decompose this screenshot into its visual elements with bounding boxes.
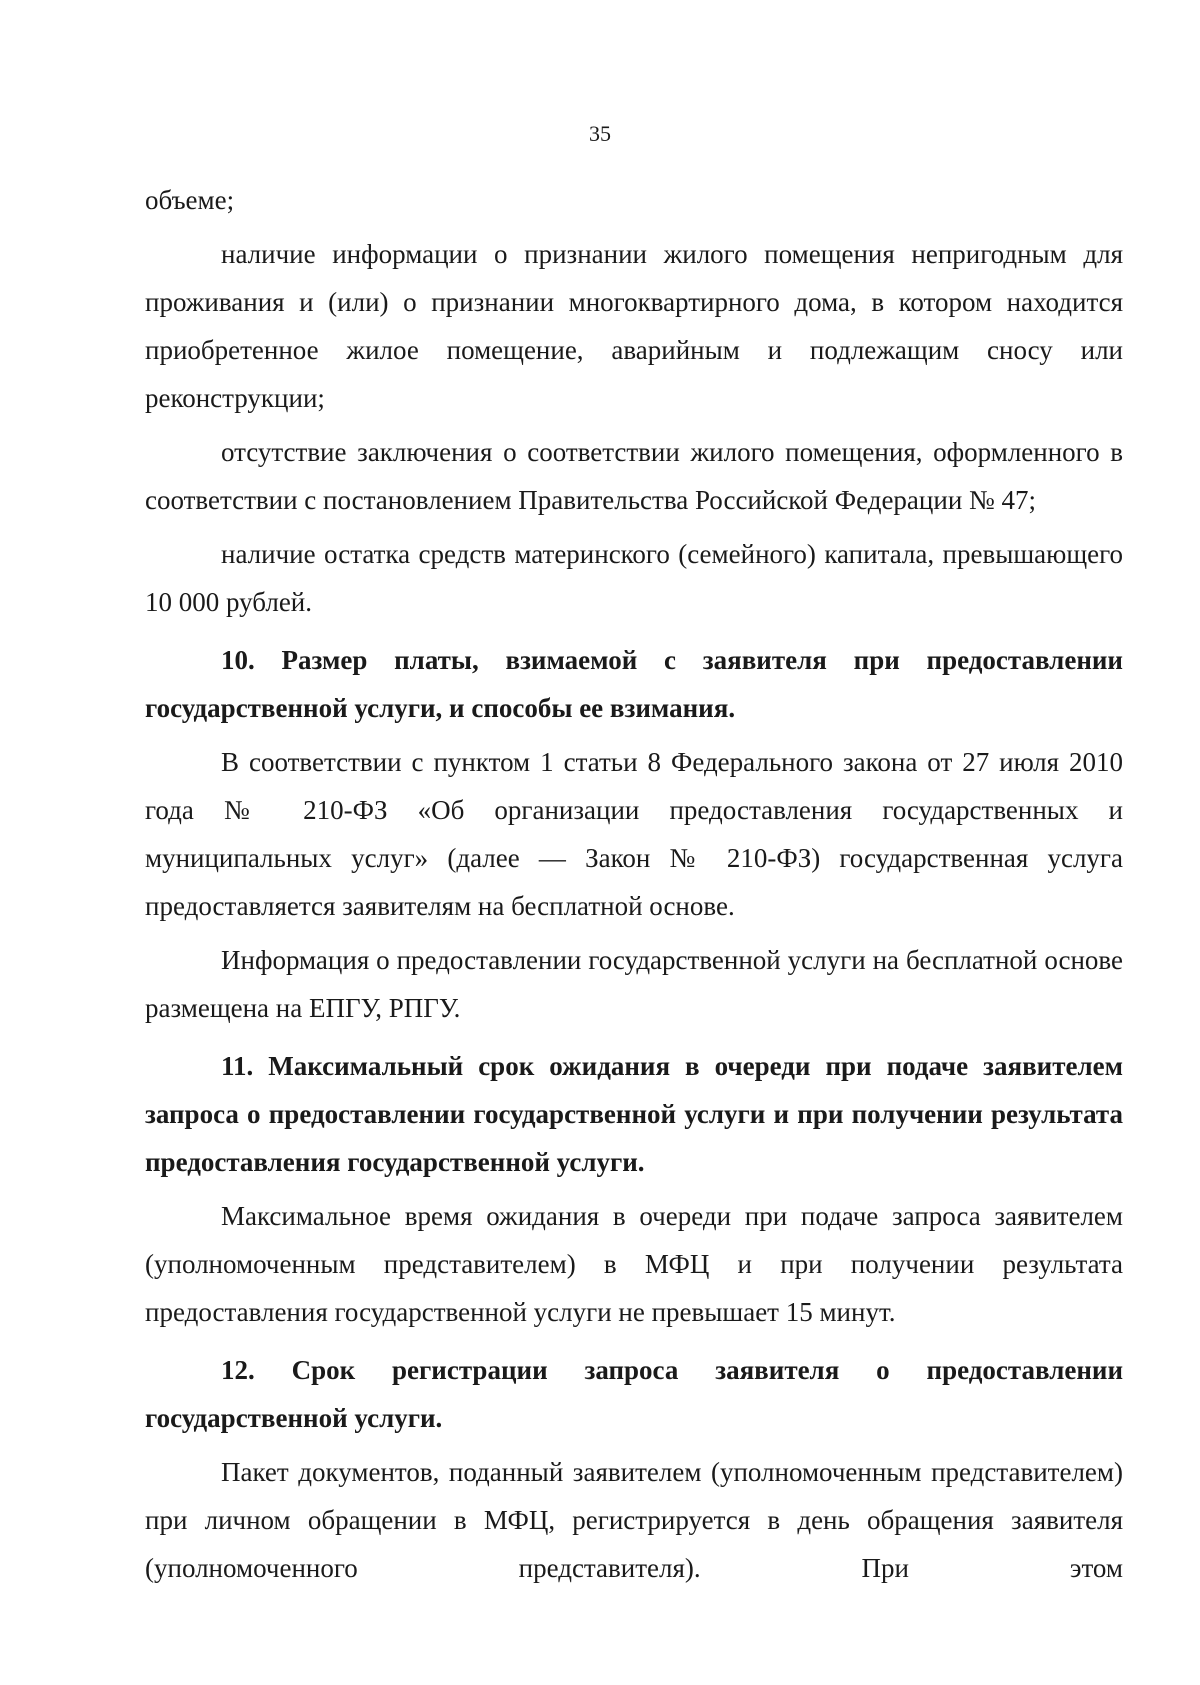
- section-10-heading: 10. Размер платы, взимаемой с заявителя при предоставлении государственной услуги, и способы ее взимания.: [145, 645, 1123, 723]
- document-body: [145, 176, 1123, 1592]
- paragraph-continuation: объеме;: [145, 185, 235, 215]
- section-11-heading: 11. Максимальный срок ожидания в очереди при подаче заявителем запроса о предоставлении государственной услуги и при получении результата предоставления государственной услуги.: [145, 1051, 1123, 1177]
- paragraph-condition-no-conclusion: отсутствие заключения о соответствии жилого помещения, оформленного в соответствии с постановлением Правительства Российской Федерации № 47;: [145, 437, 1123, 515]
- paragraph-condition-capital-remainder: наличие остатка средств материнского (семейного) капитала, превышающего 10 000 рублей.: [145, 539, 1123, 617]
- section-10-paragraph-1: В соответствии с пунктом 1 статьи 8 Федерального закона от 27 июля 2010 года № 210-ФЗ «Об организации предоставления государственных и муниципальных услуг» (далее — Закон № 210-ФЗ) государственная услуга предоставляется заявителям на бесплатной основе.: [145, 747, 1123, 921]
- section-12-heading: 12. Срок регистрации запроса заявителя о предоставлении государственной услуги.: [145, 1355, 1123, 1433]
- section-12-paragraph-1: Пакет документов, поданный заявителем (уполномоченным представителем) при личном обращении в МФЦ, регистрируется в день обращения заявителя (уполномоченного представителя). При этом: [145, 1457, 1123, 1583]
- section-11-paragraph-1: Максимальное время ожидания в очереди при подаче запроса заявителем (уполномоченным представителем) в МФЦ и при получении результата предоставления государственной услуги не превышает 15 минут.: [145, 1201, 1123, 1327]
- page-number: 35: [589, 121, 611, 146]
- paragraph-condition-unfit-housing: наличие информации о признании жилого помещения непригодным для проживания и (или) о признании многоквартирного дома, в котором находится приобретенное жилое помещение, аварийным и подлежащим сносу или реконструкции;: [145, 239, 1123, 413]
- section-10-paragraph-2: Информация о предоставлении государственной услуги на бесплатной основе размещена на ЕПГУ, РПГУ.: [145, 945, 1123, 1023]
